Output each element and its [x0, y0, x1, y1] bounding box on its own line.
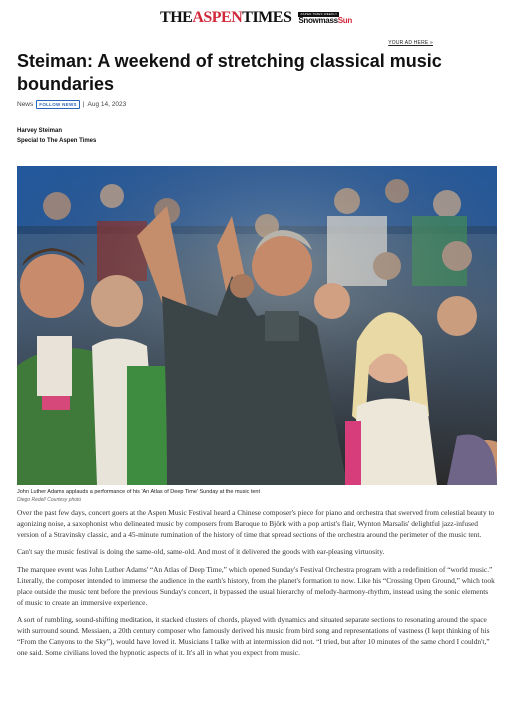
- follow-news-button[interactable]: FOLLOW NEWS: [36, 100, 80, 109]
- publish-date: Aug 14, 2023: [87, 101, 127, 108]
- photo-caption: John Luther Adams applauds a performance of his 'An Atlas of Deep Time' Sunday at the music tent: [17, 489, 261, 495]
- sister-publication-logo[interactable]: [298, 12, 352, 25]
- article-paragraph: A sort of rumbling, sound-shifting meditation, it stacked clusters of chords, played with dynamics and situated separate sections to resonating around the space with surround sound. Messiaen, a 20th century composer who famously derived his music from bird song and representations of vastness (I kept thinking of his “From the Canyons to the Sky”), would have loved it. Musicians I talke with at intermission did not. “I tried, but after 10 minutes of the same chord I couldn't,” one said. Some civilians loved the hypnotic aspects of it. It's all in what you expect from music.: [17, 615, 490, 657]
- article-meta: [17, 100, 126, 109]
- article-paragraph: Over the past few days, concert goers at the Aspen Music Festival heard a Chinese composer's piece for piano and orchestra that swerved from celestial beauty to agonizing noise, a saxophonist who delineated music by composers from Baroque to Björk with a pop artist's flair, Wynton Marsalis' delightful jazz-infused version of a Stravinsky classic, and a 45-minute rumination of the history of time that spread sections of the orchestra around the perimeter of the music tent.: [17, 508, 495, 539]
- article-paragraph: The marquee event was John Luther Adams' “An Atlas of Deep Time,” which opened Sunday's Festival Orchestra program with a redefinition of “world music.” Literally, the composer intended to immerse the audience in the earth's history, from the planet's formation to now. Like his “Crossing Open Ground,” which took place outside the music tent before the previous Sunday's concert, it bypassed the usual hierarchy of melody-harmony-rhythm, instead using the sonic elements of music to create an immersive experience.: [17, 565, 495, 607]
- author-name[interactable]: Harvey Steiman: [17, 128, 63, 134]
- sister-name: SnowmassSun: [298, 15, 352, 25]
- section-link[interactable]: News: [17, 101, 34, 108]
- sister-tag: ASPEN TIMES WEEKLY: [300, 11, 338, 16]
- site-logo[interactable]: THEASPENTIMES: [160, 9, 292, 26]
- hero-photo[interactable]: [17, 166, 497, 485]
- photo-credit: Diego Redel/ Courtesy photo: [17, 497, 82, 503]
- article-body: [17, 508, 495, 666]
- byline: [17, 127, 96, 146]
- article-headline: Steiman: A weekend of stretching classical music boundaries: [17, 51, 442, 94]
- author-role: Special to The Aspen Times: [17, 137, 97, 144]
- article-paragraph: Can't say the music festival is doing the same-old, same-old. And most of it delivered the goods with ear-pleasing virtuosity.: [17, 547, 385, 557]
- ad-link[interactable]: YOUR AD HERE »: [388, 40, 433, 46]
- masthead[interactable]: [0, 9, 512, 27]
- meta-separator: |: [82, 101, 85, 108]
- hero-photo-illustration: [17, 166, 497, 485]
